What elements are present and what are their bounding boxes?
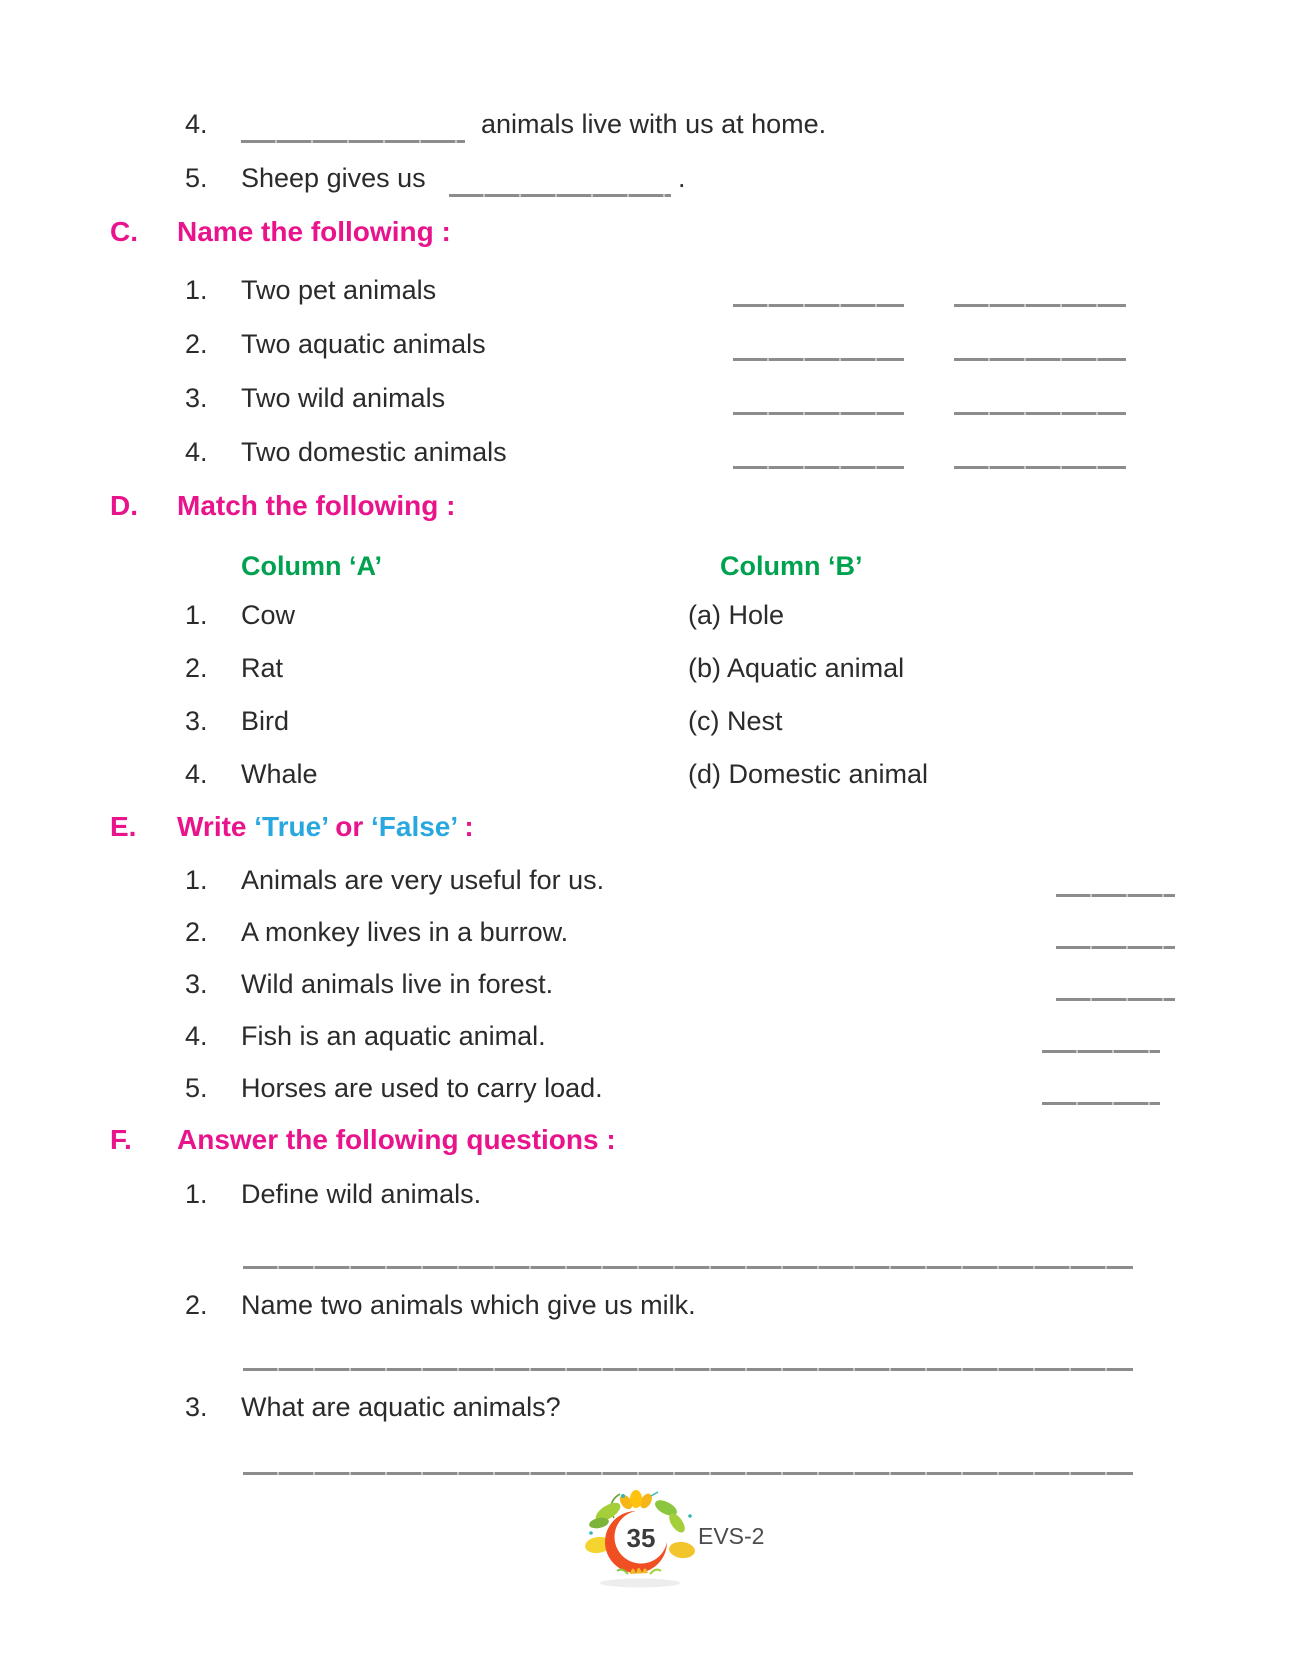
item-number: 3. bbox=[185, 969, 208, 999]
match-left: Rat bbox=[241, 653, 284, 683]
section-letter: F. bbox=[110, 1124, 132, 1155]
item-text: Fish is an aquatic animal. bbox=[241, 1021, 546, 1051]
item-number: 3. bbox=[185, 706, 208, 736]
match-pair bbox=[0, 643, 1296, 693]
item-text: Sheep gives us bbox=[241, 163, 426, 193]
section-title bbox=[177, 802, 474, 852]
section-e-heading bbox=[0, 802, 1296, 852]
title-true: ‘True’ bbox=[254, 811, 328, 842]
section-f-heading bbox=[0, 1115, 1296, 1165]
answer-line[interactable] bbox=[243, 1266, 1133, 1269]
answer-blank[interactable] bbox=[954, 304, 1126, 307]
answer-blank[interactable] bbox=[1056, 894, 1175, 897]
question-item bbox=[0, 1382, 1296, 1432]
match-pair bbox=[0, 590, 1296, 640]
name-item bbox=[0, 427, 1296, 477]
item-text: Two domestic animals bbox=[241, 437, 507, 467]
answer-line[interactable] bbox=[243, 1472, 1133, 1475]
item-text: Two wild animals bbox=[241, 383, 446, 413]
question-text: Name two animals which give us milk. bbox=[241, 1290, 696, 1320]
true-false-item bbox=[0, 1011, 1296, 1061]
section-letter: E. bbox=[110, 811, 137, 842]
answer-blank[interactable] bbox=[954, 358, 1126, 361]
page-number: 35 bbox=[626, 1523, 656, 1553]
item-number: 4. bbox=[185, 109, 208, 139]
section-title: Answer the following questions : bbox=[177, 1124, 616, 1155]
answer-blank[interactable] bbox=[1042, 1102, 1160, 1105]
section-title: Name the following : bbox=[177, 216, 451, 247]
item-text-suffix: . bbox=[678, 163, 686, 193]
item-number: 3. bbox=[185, 1392, 208, 1422]
item-text: Animals are very useful for us. bbox=[241, 865, 605, 895]
match-right: (d) Domestic animal bbox=[688, 759, 929, 789]
item-number: 4. bbox=[185, 1021, 208, 1051]
badge-shadow bbox=[600, 1579, 680, 1588]
match-left: Whale bbox=[241, 759, 318, 789]
item-number: 1. bbox=[185, 275, 208, 305]
item-number: 4. bbox=[185, 759, 208, 789]
item-number: 4. bbox=[185, 437, 208, 467]
fill-in-item bbox=[0, 153, 1296, 203]
item-text: Two pet animals bbox=[241, 275, 437, 305]
item-number: 5. bbox=[185, 1073, 208, 1103]
match-right: (c) Nest bbox=[688, 706, 783, 736]
question-text: Define wild animals. bbox=[241, 1179, 482, 1209]
item-number: 1. bbox=[185, 865, 208, 895]
item-number: 2. bbox=[185, 653, 208, 683]
item-text: animals live with us at home. bbox=[481, 109, 827, 139]
name-item bbox=[0, 373, 1296, 423]
match-column-headers bbox=[0, 541, 1296, 591]
answer-blank[interactable] bbox=[733, 304, 904, 307]
name-item bbox=[0, 319, 1296, 369]
column-b-header: Column ‘B’ bbox=[720, 551, 863, 581]
match-left: Bird bbox=[241, 706, 290, 736]
item-text: Horses are used to carry load. bbox=[241, 1073, 603, 1103]
match-right: (b) Aquatic animal bbox=[688, 653, 905, 683]
answer-line[interactable] bbox=[243, 1368, 1133, 1371]
question-item bbox=[0, 1280, 1296, 1330]
section-letter: D. bbox=[110, 490, 138, 521]
answer-blank[interactable] bbox=[1056, 998, 1175, 1001]
section-d-heading bbox=[0, 481, 1296, 531]
page-number-badge bbox=[578, 1490, 708, 1592]
section-letter: C. bbox=[110, 216, 138, 247]
title-write: Write bbox=[177, 811, 255, 842]
true-false-item bbox=[0, 959, 1296, 1009]
section-title: Match the following : bbox=[177, 490, 456, 521]
item-number: 1. bbox=[185, 1179, 208, 1209]
match-right: (a) Hole bbox=[688, 600, 785, 630]
item-text: Two aquatic animals bbox=[241, 329, 486, 359]
question-text: What are aquatic animals? bbox=[241, 1392, 561, 1422]
true-false-item bbox=[0, 907, 1296, 957]
title-colon: : bbox=[456, 811, 474, 842]
item-number: 1. bbox=[185, 600, 208, 630]
book-code: EVS-2 bbox=[698, 1523, 765, 1549]
column-a-header: Column ‘A’ bbox=[241, 551, 382, 581]
match-pair bbox=[0, 696, 1296, 746]
item-text: Wild animals live in forest. bbox=[241, 969, 554, 999]
answer-blank[interactable] bbox=[1056, 946, 1175, 949]
true-false-item bbox=[0, 855, 1296, 905]
section-c-heading bbox=[0, 207, 1296, 257]
title-false: ‘False’ bbox=[371, 811, 457, 842]
answer-blank[interactable] bbox=[733, 412, 904, 415]
answer-blank[interactable] bbox=[449, 194, 671, 197]
answer-blank[interactable] bbox=[241, 140, 465, 143]
true-false-item bbox=[0, 1063, 1296, 1113]
match-left: Cow bbox=[241, 600, 296, 630]
answer-blank[interactable] bbox=[733, 358, 904, 361]
match-pair bbox=[0, 749, 1296, 799]
answer-blank[interactable] bbox=[954, 466, 1126, 469]
answer-blank[interactable] bbox=[733, 466, 904, 469]
name-item bbox=[0, 265, 1296, 315]
item-number: 2. bbox=[185, 917, 208, 947]
item-number: 5. bbox=[185, 163, 208, 193]
answer-blank[interactable] bbox=[954, 412, 1126, 415]
answer-blank[interactable] bbox=[1042, 1050, 1160, 1053]
title-or: or bbox=[327, 811, 371, 842]
item-number: 2. bbox=[185, 1290, 208, 1320]
item-number: 3. bbox=[185, 383, 208, 413]
item-text: A monkey lives in a burrow. bbox=[241, 917, 569, 947]
fill-in-item bbox=[0, 99, 1296, 149]
item-number: 2. bbox=[185, 329, 208, 359]
question-item bbox=[0, 1169, 1296, 1219]
